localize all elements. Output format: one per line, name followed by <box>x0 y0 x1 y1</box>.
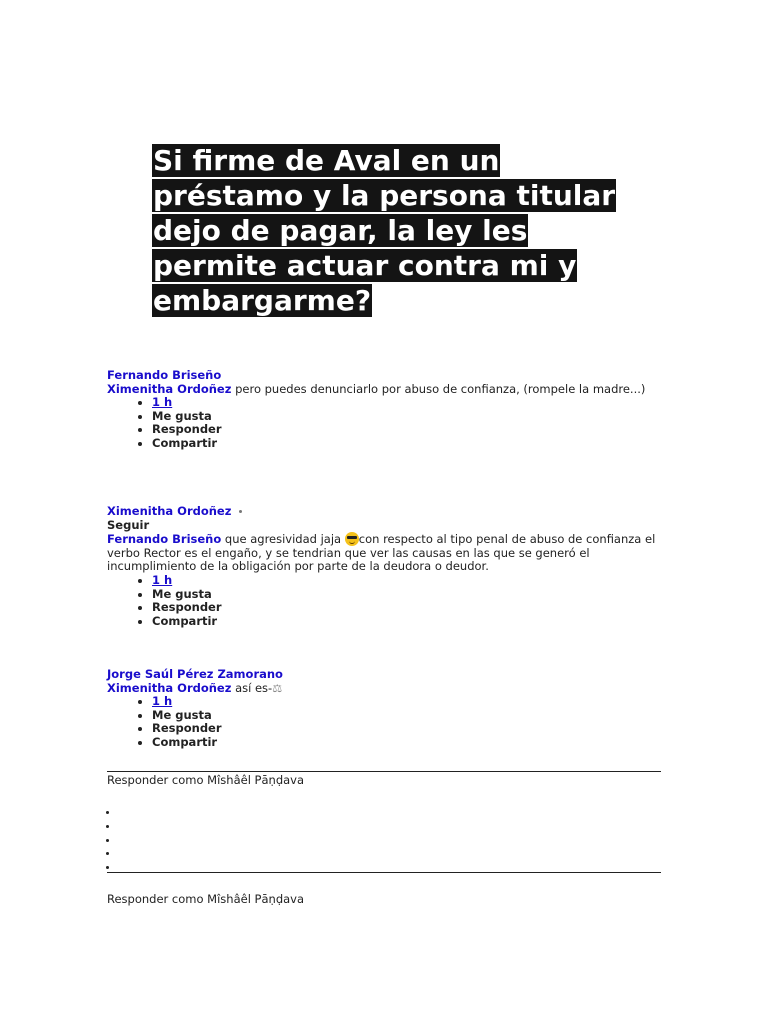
comment-time-item <box>152 396 667 410</box>
comment-time-link[interactable]: 1 h <box>152 694 173 709</box>
comment-text: que agresividad jaja <box>221 532 345 547</box>
like-action[interactable]: • Me gusta <box>152 588 667 602</box>
reply-divider <box>107 771 661 772</box>
smiling-face-with-sunglasses-icon <box>345 532 359 546</box>
comment-actions <box>107 396 667 450</box>
like-action[interactable]: • Me gusta <box>152 410 667 424</box>
comment <box>107 369 667 451</box>
comment-time-link[interactable]: 1 h <box>152 572 173 587</box>
comment-author[interactable]: Fernando Briseño <box>107 368 222 382</box>
question-title <box>152 143 632 318</box>
title-line: préstamo y la persona titular <box>153 179 616 212</box>
empty-list <box>107 805 119 874</box>
comment-text: pero puedes denunciarlo por abuso de confianza, (rompele la madre...) <box>231 381 646 396</box>
share-action[interactable]: • Compartir <box>152 437 667 451</box>
comment-actions <box>107 574 667 628</box>
comment-actions <box>107 695 667 749</box>
comment-author[interactable]: Jorge Saúl Pérez Zamorano <box>107 667 283 681</box>
comment-time-item <box>152 574 667 588</box>
comment-author[interactable]: Ximenitha Ordoñez <box>107 504 232 518</box>
reply-action[interactable]: • Responder <box>152 722 667 736</box>
follow-button[interactable]: Seguir <box>107 517 150 532</box>
comment-text-continued: con respecto al tipo penal de abuso de confianza el verbo Rector es el engaño, y se tendrian que ver las causas en las que se generó el incumplimiento de la obligación por parte de la deudora o deudor. <box>107 532 656 574</box>
title-line: dejo de pagar, la ley les <box>153 214 528 247</box>
comment-time-item <box>152 695 667 709</box>
comment-mention[interactable]: Ximenitha Ordoñez <box>107 680 232 695</box>
comment <box>107 668 667 750</box>
title-line: embargarme? <box>153 284 372 317</box>
comment-body <box>107 383 667 397</box>
like-action[interactable]: • Me gusta <box>152 709 667 723</box>
comment <box>107 505 667 628</box>
share-action[interactable]: • Compartir <box>152 615 667 629</box>
reply-as-input[interactable]: Responder como Mîshâêl Pāṇḍava <box>107 773 305 787</box>
comment-mention[interactable]: Ximenitha Ordoñez <box>107 381 232 396</box>
comment-mention[interactable]: Fernando Briseño <box>107 532 222 547</box>
reply-action[interactable]: • Responder <box>152 423 667 437</box>
title-line: permite actuar contra mi y <box>153 249 577 282</box>
reply-action[interactable]: • Responder <box>152 601 667 615</box>
reply-divider <box>107 872 661 873</box>
comment-time-link[interactable]: 1 h <box>152 395 173 410</box>
comment-text: así es- <box>231 680 273 695</box>
separator-dot-icon <box>239 510 242 513</box>
title-line: Si firme de Aval en un <box>153 144 500 177</box>
balance-scale-icon: ⚖ <box>272 681 283 695</box>
share-action[interactable]: • Compartir <box>152 736 667 750</box>
comment-body <box>107 532 667 574</box>
reply-as-input[interactable]: Responder como Mîshâêl Pāṇḍava <box>107 892 305 906</box>
comment-body <box>107 682 667 696</box>
